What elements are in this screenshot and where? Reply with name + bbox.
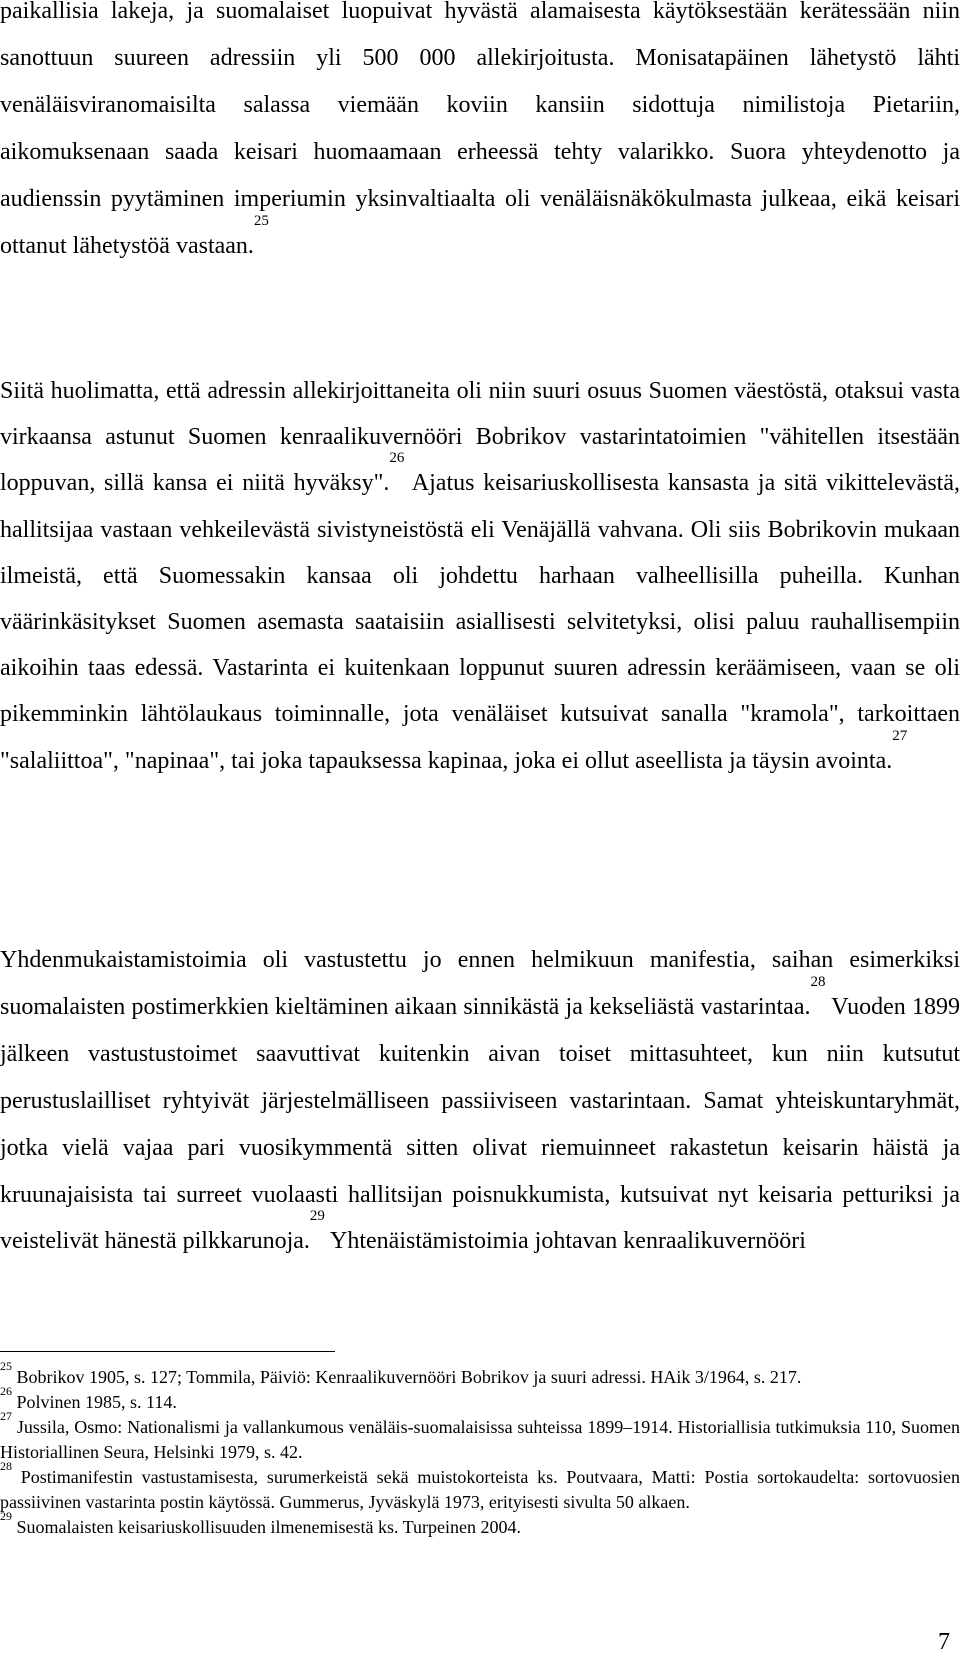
footnote-reference[interactable]: 27 [892,727,908,744]
footnote-text: Suomalaisten keisariuskollisuuden ilmenemisestä ks. Turpeinen 2004. [12,1517,521,1537]
body-paragraph [0,0,960,271]
page-number: 7 [938,1629,950,1655]
body-paragraph [0,937,960,1265]
footnote-reference[interactable]: 28 [810,973,826,990]
footnote-item [0,1509,960,1540]
footnote-text: Bobrikov 1905, s. 127; Tommila, Päiviö: Kenraalikuvernööri Bobrikov ja suuri adressi. HAik 3/1964, s. 217. [12,1367,802,1387]
footnote-separator [0,1351,335,1352]
paragraph-text: Siitä huolimatta, että adressin allekirjoittaneita oli niin suuri osuus Suomen väestöstä, otaksui vasta virkaansa astunut Suomen kenraalikuvernööri Bobrikov vastarintatoimien "vähitellen itsestään loppuvan, sillä kansa ei niitä hyväksy". [0,378,960,497]
footnote-number: 26 [0,1384,12,1398]
footnote-reference[interactable]: 26 [389,450,405,467]
footnote-number: 28 [0,1459,12,1473]
footnote-number: 25 [0,1359,12,1373]
footnote-item [0,1459,960,1515]
paragraph-text: Vuoden 1899 jälkeen vastustustoimet saavuttivat kuitenkin aivan toiset mittasuhteet, kun niin kutsutut perustuslailliset ryhtyivät järjestelmälliseen passiiviseen vastarintaan. Samat yhteiskuntaryhmät, jotka vielä vajaa pari vuosikymmentä sitten olivat riemuinneet rakastetun keisarin häistä ja kruunajaisista tai surreet vuolaasti hallitsijan poisnukkumista, kutsuivat nyt keisaria petturiksi ja veistelivät hänestä pilkkarunoja. [0,993,960,1255]
footnote-text: Jussila, Osmo: Nationalismi ja vallankumous venäläis-suomalaisissa suhteissa 1899–1914. Historiallisia tutkimuksia 110, Suomen Historiallinen Seura, Helsinki 1979, s. 42. [0,1417,960,1462]
paragraph-text: Yhtenäistämistoimia johtavan kenraalikuvernööri [324,1228,806,1255]
footnote-item [0,1359,960,1390]
paragraph-text: Ajatus keisariuskollisesta kansasta ja sitä vikittelevästä, hallitsijaa vastaan vehkeilevästä sivistyneistöstä eli Venäjällä vahvana. Oli siis Bobrikovin mukaan ilmeistä, että Suomessakin kansaa oli johdettu harhaan valheellisilla puheilla. Kunhan väärinkäsitykset Suomen asemasta saataisiin asiallisesti selvitetyksi, olisi paluu rauhallisempiin aikoihin taas edessä. Vastarinta ei kuitenkaan loppunut suuren adressin keräämiseen, vaan se oli pikemminkin lähtölaukaus toiminnalle, jota venäläiset kutsuivat sanalla "kramola", tarkoittaen "salaliittoa", "napinaa", tai joka tapauksessa kapinaa, joka ei ollut aseellista ja täysin avointa. [0,470,960,774]
footnote-text: Polvinen 1985, s. 114. [12,1392,177,1412]
footnote-item [0,1409,960,1465]
footnote-item [0,1384,960,1415]
paragraph-text: paikallisia lakeja, ja suomalaiset luopuivat hyvästä alamaisesta käytöksestään kerätessään niin sanottuun suureen adressiin yli 500 000 allekirjoitusta. Monisatapäinen lähetystö lähti venäläisviranomaisilta salassa viemään koviin kansiin sidottuja nimilistoja Pietariin, aikomuksenaan saada keisari huomaamaan erheessä tehty valarikko. Suora yhteydenotto ja audienssin pyytäminen imperiumin yksinvaltiaalta oli venäläisnäkökulmasta julkeaa, eikä keisari ottanut lähetystöä vastaan. [0,0,960,260]
paragraph-text: Yhdenmukaistamistoimia oli vastustettu jo ennen helmikuun manifestia, saihan esimerkiksi suomalaisten postimerkkien kieltäminen aikaan sinnikästä ja kekseliästä vastarintaa. [0,947,960,1020]
body-paragraph [0,368,960,784]
footnote-reference[interactable]: 25 [253,213,269,230]
footnote-reference[interactable]: 29 [309,1208,325,1225]
footnote-number: 27 [0,1409,12,1423]
footnotes-section [0,1359,960,1540]
footnote-text: Postimanifestin vastustamisesta, surumerkeistä sekä muistokorteista ks. Poutvaara, Matti: Postia sortokaudelta: sortovuosien passiivinen vastarinta postin käytössä. Gummerus, Jyväskylä 1973, erityisesti sivulta 50 alkaen. [0,1467,960,1512]
footnote-number: 29 [0,1509,12,1523]
